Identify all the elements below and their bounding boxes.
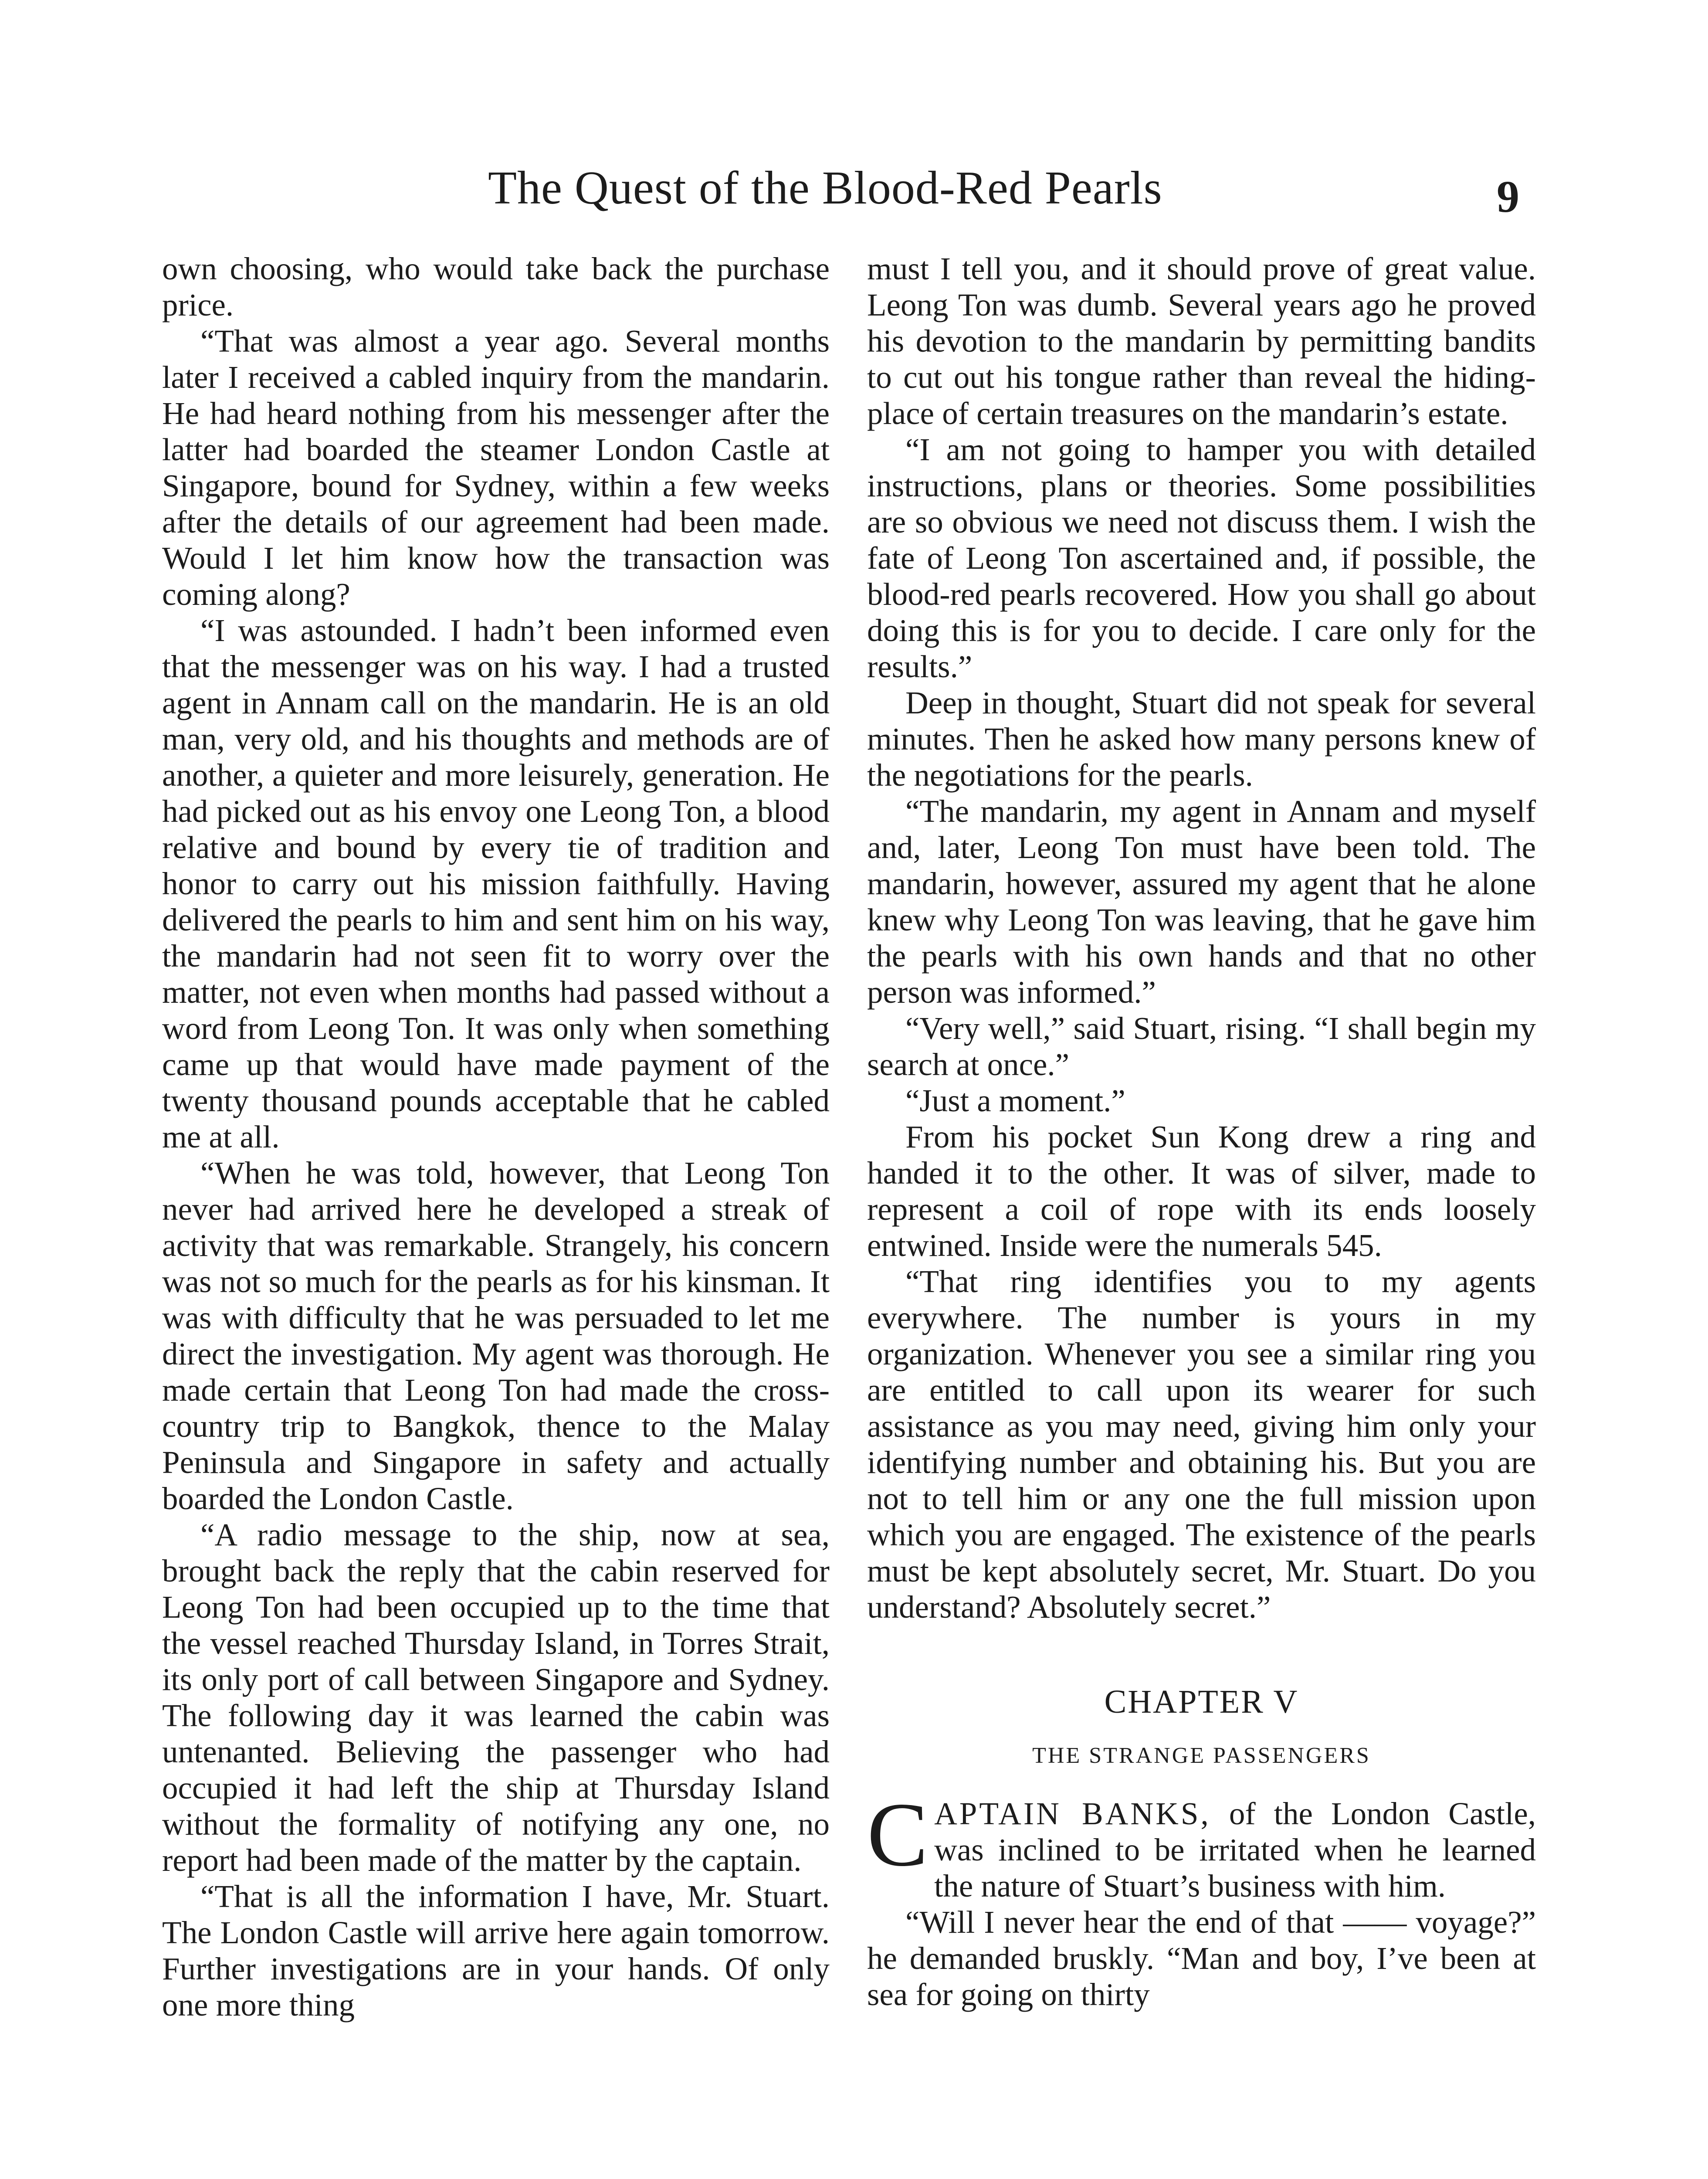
paragraph: “Very well,” said Stuart, rising. “I shall begin my search at once.” xyxy=(867,1011,1536,1082)
paragraph: “That was almost a year ago. Several months later I received a cabled inquiry from the mandarin. He had heard nothing from his messenger after the latter had boarded the steamer London Castle at Singapore, bound for Sydney, within a few weeks after the details of our agreement had been made. Would I let him know how the transaction was coming along? xyxy=(162,323,830,612)
right-column xyxy=(867,251,1536,2013)
paragraph: “That is all the information I have, Mr. Stuart. The London Castle will arrive here again tomorrow. Further investigations are in your hands. Of only one more thing xyxy=(162,1879,830,2023)
drop-cap: C xyxy=(867,1784,929,1885)
running-header xyxy=(0,161,1708,227)
paragraph: “A radio message to the ship, now at sea, brought back the reply that the cabin reserved for Leong Ton had been occupied up to the time that the vessel reached Thursday Island, in Torres Strait, its only port of call between Singapore and Sydney. The following day it was learned the cabin was untenanted. Believing the passenger who had occupied it had left the ship at Thursday Island without the formality of notifying any one, no report had been made of the matter by the captain. xyxy=(162,1517,830,1878)
chapter-opening-paragraph xyxy=(867,1784,1536,1904)
page-number: 9 xyxy=(1497,172,1519,222)
chapter-subtitle: THE STRANGE PASSENGERS xyxy=(1032,1743,1371,1768)
opening-small-caps: APTAIN BANKS, xyxy=(934,1796,1211,1831)
paragraph: “Just a moment.” xyxy=(905,1083,1125,1118)
paragraph: “That ring identifies you to my agents everywhere. The number is yours in my organization. Whenever you see a similar ring you are entitled to call upon its wearer for such assistance as you may need, giving him only your identifying number and obtaining his. But you are not to tell him or any one the full mission upon which you are engaged. The existence of the pearls must be kept absolutely secret, Mr. Stuart. Do you understand? Absolutely secret.” xyxy=(867,1264,1536,1625)
paragraph: “I am not going to hamper you with detailed instructions, plans or theories. Some possibilities are so obvious we need not discuss them. I wish the fate of Leong Ton ascertained and, if possible, the blood-red pearls recovered. How you shall go about doing this is for you to decide. I care only for the results.” xyxy=(867,432,1536,684)
paragraph: “The mandarin, my agent in Annam and myself and, later, Leong Ton must have been told. The mandarin, however, assured my agent that he alone knew why Leong Ton was leaving, that he gave him the pearls with his own hands and that no other person was informed.” xyxy=(867,794,1536,1010)
page-title: The Quest of the Blood-Red Pearls xyxy=(488,162,1162,214)
paragraph: From his pocket Sun Kong drew a ring and handed it to the other. It was of silver, made to represent a coil of rope with its ends loosely entwined. Inside were the numerals 545. xyxy=(867,1119,1536,1263)
chapter-heading: CHAPTER V xyxy=(1104,1683,1299,1720)
paragraph: “When he was told, however, that Leong Ton never had arrived here he developed a streak of activity that was remarkable. Strangely, his concern was not so much for the pearls as for his kinsman. It was with difficulty that he was persuaded to let me direct the investigation. My agent was thorough. He made certain that Leong Ton had made the cross-country trip to Bangkok, thence to the Malay Peninsula and Singapore in safety and actually boarded the London Castle. xyxy=(162,1155,830,1516)
left-column xyxy=(162,251,830,2023)
paragraph: “Will I never hear the end of that —— voyage?” he demanded bruskly. “Man and boy, I’ve been at sea for going on thirty xyxy=(867,1904,1536,2012)
paragraph: “I was astounded. I hadn’t been informed even that the messenger was on his way. I had a trusted agent in Annam call on the mandarin. He is an old man, very old, and his thoughts and methods are of another, a quieter and more leisurely, generation. He had picked out as his envoy one Leong Ton, a blood relative and bound by every tie of tradition and honor to carry out his mission faithfully. Having delivered the pearls to him and sent him on his way, the mandarin had not seen fit to worry over the matter, not even when months had passed without a word from Leong Ton. It was only when something came up that would have made payment of the twenty thousand pounds acceptable that he cabled me at all. xyxy=(162,613,830,1154)
paragraph: Deep in thought, Stuart did not speak for several minutes. Then he asked how many persons knew of the negotiations for the pearls. xyxy=(867,685,1536,793)
paragraph: must I tell you, and it should prove of great value. Leong Ton was dumb. Several years ago he proved his devotion to the mandarin by permitting bandits to cut out his tongue rather than reveal the hiding-place of certain treasures on the mandarin’s estate. xyxy=(867,251,1536,431)
opening-text: of the London Castle, was inclined to be irritated when he learned the nature of Stuart’s business with him. xyxy=(934,1796,1536,1904)
paragraph: own choosing, who would take back the purchase price. xyxy=(162,251,830,322)
